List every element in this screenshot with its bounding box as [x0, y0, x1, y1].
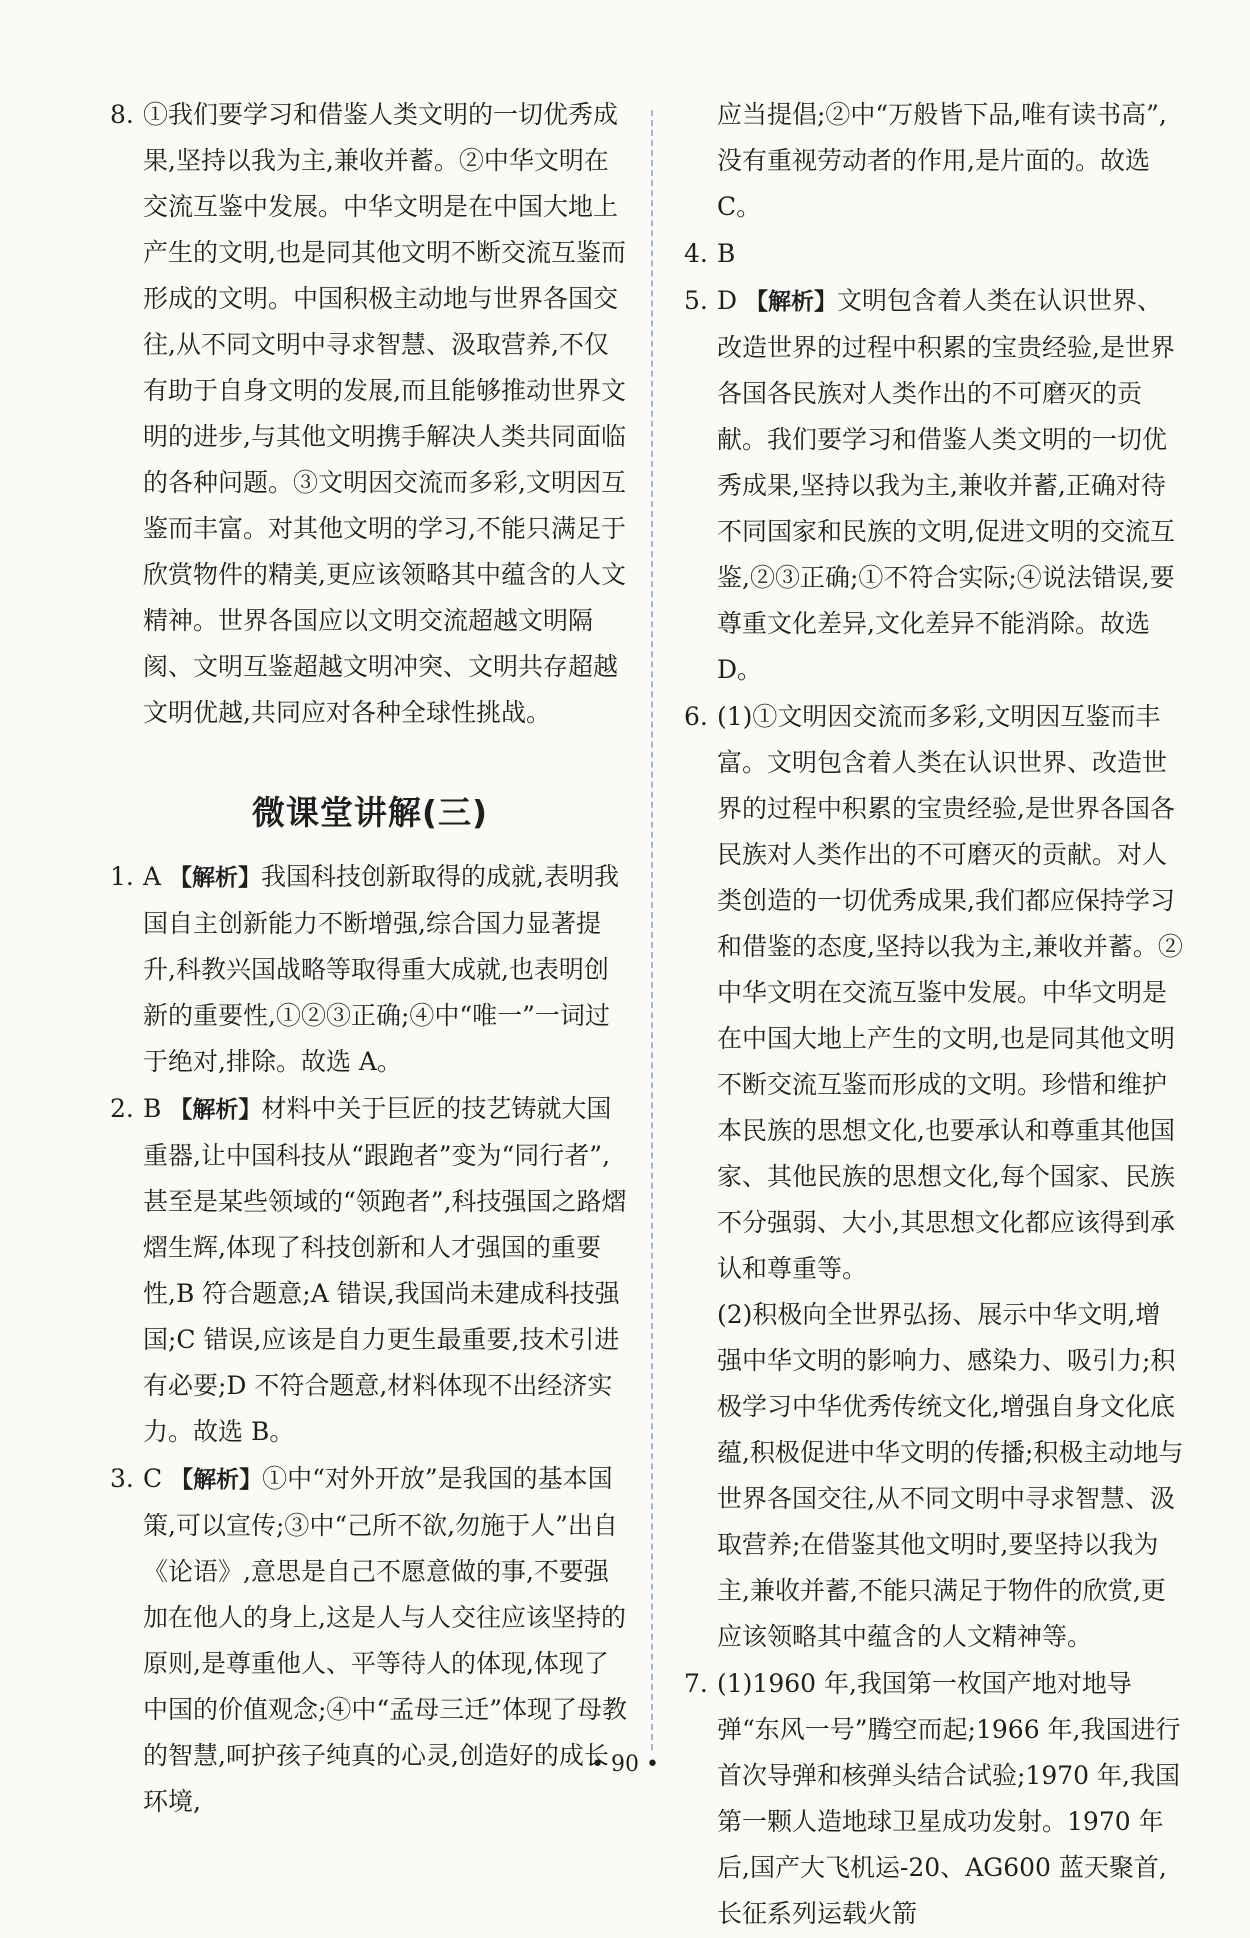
analysis-tag: 【解析】	[745, 289, 837, 315]
left-column	[110, 92, 630, 1826]
answer-item-7	[684, 1661, 1184, 1937]
column-divider	[651, 110, 653, 1750]
item-text: 文明包含着人类在认识世界、改造世界的过程中积累的宝贵经验,是世界各国各民族对人类作出的不可磨灭的贡献。我们要学习和借鉴人类文明的一切优秀成果,坚持以我为主,兼收并蓄,正确对待不同国家和民族的文明,促进文明的交流互鉴,②③正确;①不符合实际;④说法错误,要尊重文化差异,文化差异不能消除。故选 D。	[717, 286, 1175, 684]
analysis-tag: 【解析】	[169, 865, 262, 891]
item-number: 1.	[110, 862, 134, 891]
analysis-tag: 【解析】	[169, 1097, 262, 1123]
item-number: 4.	[684, 239, 708, 268]
item-text: 应当提倡;②中“万般皆下品,唯有读书高”,没有重视劳动者的作用,是片面的。故选 C。	[717, 100, 1167, 221]
item-answer: B	[143, 1094, 162, 1123]
answer-item-6	[684, 694, 1184, 1660]
answer-item-4	[684, 231, 1184, 277]
item-text: (1)1960 年,我国第一枚国产地对地导弹“东风一号”腾空而起;1966 年,我国进行首次导弹和核弹头结合试验;1970 年,我国第一颗人造地球卫星成功发射。1970 年后,国产大飞机运-20、AG600 蓝天聚首,长征系列运载火箭	[717, 1669, 1181, 1928]
item-paragraph-1: (1)①文明因交流而多彩,文明因互鉴而丰富。文明包含着人类在认识世界、改造世界的过程中积累的宝贵经验,是世界各国各民族对人类作出的不可磨灭的贡献。对人类创造的一切优秀成果,我们都应保持学习和借鉴的态度,坚持以我为主,兼收并蓄。②中华文明在交流互鉴中发展。中华文明是在中国大地上产生的文明,也是同其他文明不断交流互鉴而形成的文明。珍惜和维护本民族的思想文化,也要承认和尊重其他国家、其他民族的思想文化,每个国家、民族不分强弱、大小,其思想文化都应该得到承认和尊重等。	[717, 702, 1183, 1283]
item-answer: A	[143, 862, 162, 891]
item-answer: B	[717, 239, 736, 268]
section-title: 微课堂讲解(三)	[251, 793, 489, 832]
page-number: • 90 •	[591, 1752, 659, 1777]
item-number: 6.	[684, 702, 708, 731]
item-answer: C	[143, 1464, 163, 1493]
item-number: 5.	[684, 286, 708, 315]
answer-item-2	[110, 1086, 630, 1455]
right-column	[684, 92, 1184, 1938]
answer-item-5	[684, 278, 1184, 693]
item-paragraph-2: (2)积极向全世界弘扬、展示中华文明,增强中华文明的影响力、感染力、吸引力;积极学习中华优秀传统文化,增强自身文化底蕴,积极促进中华文明的传播;积极主动地与世界各国交往,从不同文明中寻求智慧、汲取营养;在借鉴其他文明时,要坚持以我为主,兼收并蓄,不能只满足于物件的欣赏,更应该领略其中蕴含的人文精神等。	[717, 1300, 1184, 1651]
analysis-tag: 【解析】	[170, 1467, 263, 1493]
item-text: ①中“对外开放”是我国的基本国策,可以宣传;③中“己所不欲,勿施于人”出自《论语》,意思是自己不愿意做的事,不要强加在他人的身上,这是人与人交往应该坚持的原则,是尊重他人、平等待人的体现,体现了中国的价值观念;④中“孟母三迁”体现了母教的智慧,呵护孩子纯真的心灵,创造好的成长环境,	[143, 1464, 627, 1816]
answer-item-8	[110, 92, 630, 736]
answer-item-1	[110, 854, 630, 1085]
item-number: 3.	[110, 1464, 134, 1493]
item-text: 我国科技创新取得的成就,表明我国自主创新能力不断增强,综合国力显著提升,科教兴国战略等取得重大成就,也表明创新的重要性,①②③正确;④中“唯一”一词过于绝对,排除。故选 A。	[143, 862, 619, 1076]
item-number: 7.	[684, 1669, 708, 1698]
item-number: 8.	[110, 100, 134, 129]
answer-item-3-continued	[684, 92, 1184, 230]
item-text: 材料中关于巨匠的技艺铸就大国重器,让中国科技从“跟跑者”变为“同行者”,甚至是某些领域的“领跑者”,科技强国之路熠熠生辉,体现了科技创新和人才强国的重要性,B 符合题意;A 错误,我国尚未建成科技强国;C 错误,应该是自力更生最重要,技术引进有必要;D 不符合题意,材料体现不出经济实力。故选 B。	[143, 1094, 627, 1446]
item-text: ①我们要学习和借鉴人类文明的一切优秀成果,坚持以我为主,兼收并蓄。②中华文明在交流互鉴中发展。中华文明是在中国大地上产生的文明,也是同其他文明不断交流互鉴而形成的文明。中国积极主动地与世界各国交往,从不同文明中寻求智慧、汲取营养,不仅有助于自身文明的发展,而且能够推动世界文明的进步,与其他文明携手解决人类共同面临的各种问题。③文明因交流而多彩,文明因互鉴而丰富。对其他文明的学习,不能只满足于欣赏物件的精美,更应该领略其中蕴含的人文精神。世界各国应以文明交流超越文明隔阂、文明互鉴超越文明冲突、文明共存超越文明优越,共同应对各种全球性挑战。	[143, 100, 626, 727]
item-answer: D	[717, 286, 738, 315]
item-number: 2.	[110, 1094, 134, 1123]
